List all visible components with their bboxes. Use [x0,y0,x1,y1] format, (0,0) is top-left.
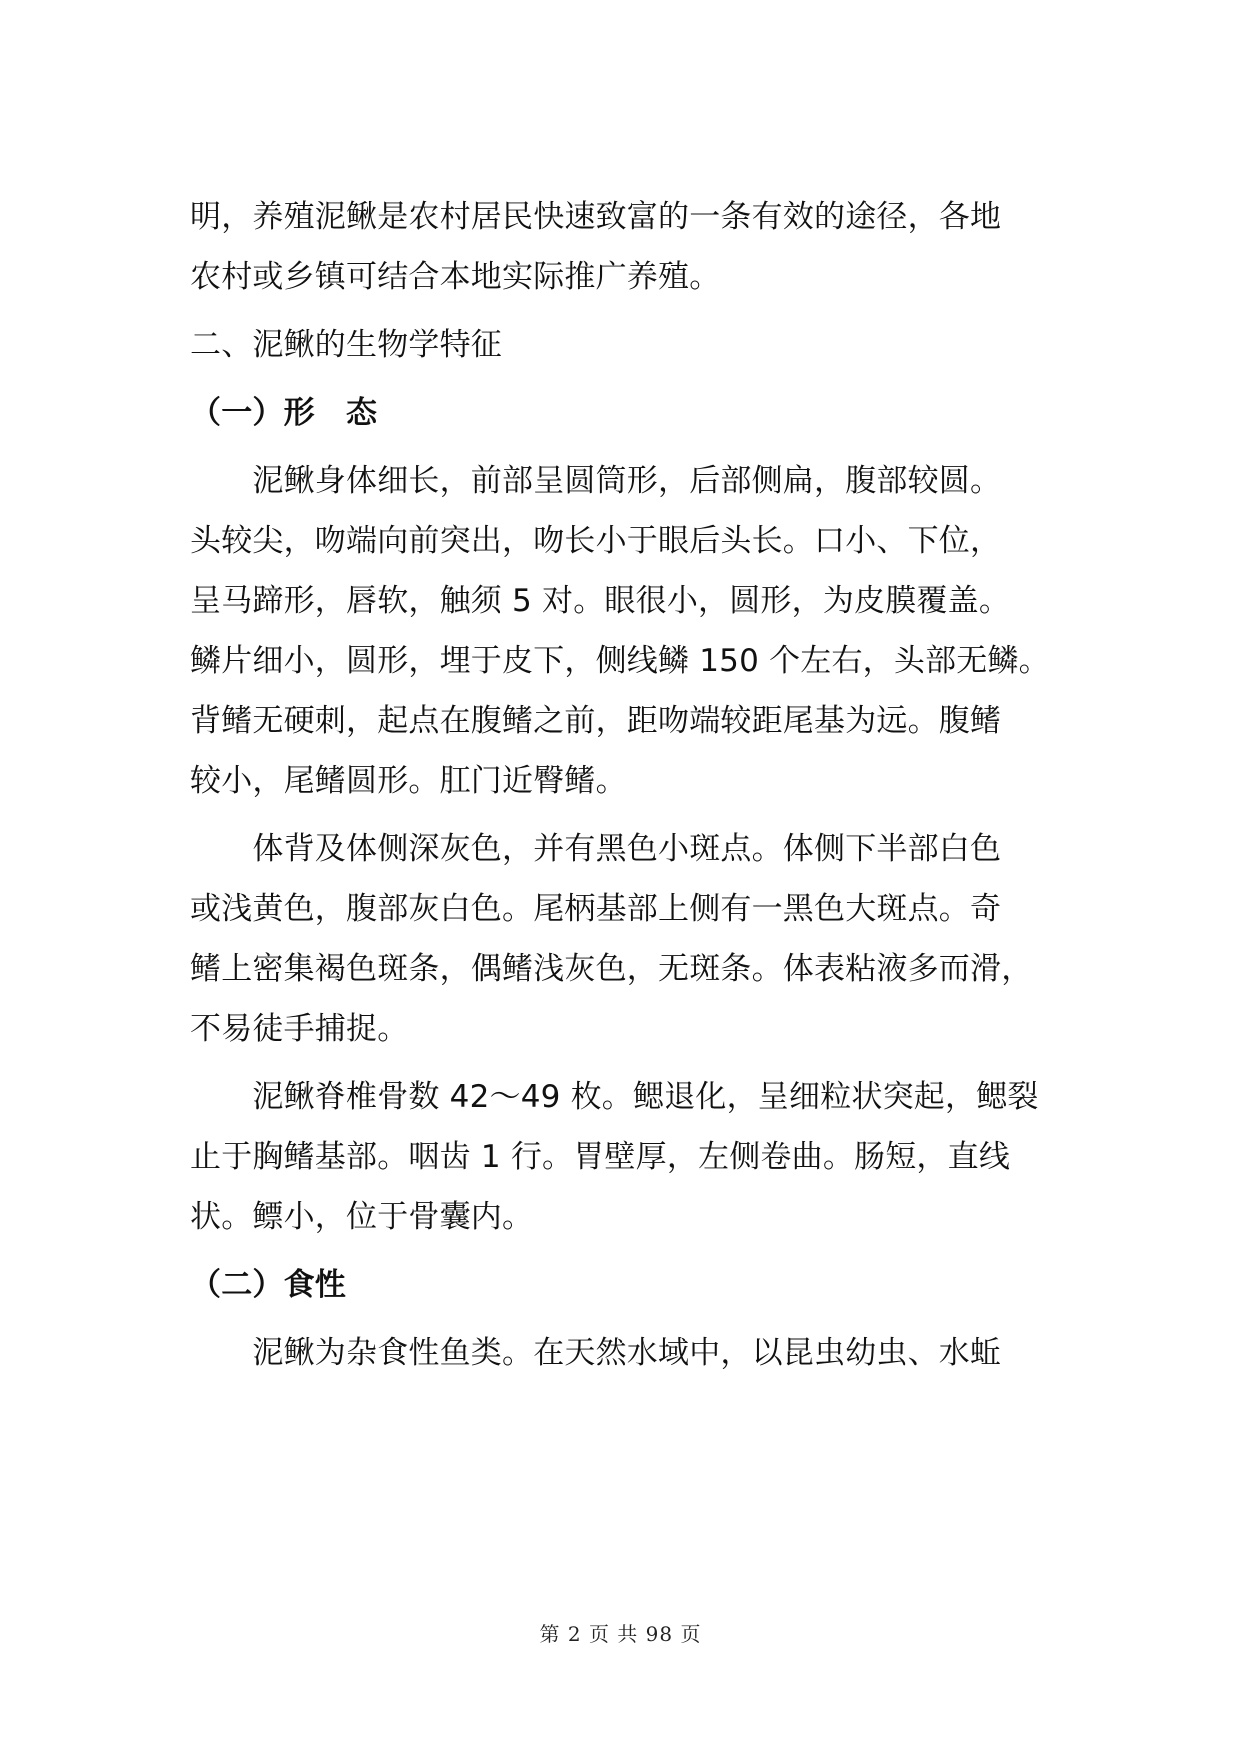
paragraph-line: 背鳍无硬刺，起点在腹鳍之前，距吻端较距尾基为远。腹鳍 [190,703,1002,739]
paragraph-line: 较小，尾鳍圆形。肛门近臀鳍。 [190,763,627,799]
subsection-heading: （一）形 态 [190,395,378,431]
page-footer: 第 2 页 共 98 页 [539,1622,702,1646]
paragraph-line: 不易徒手捕捉。 [190,1011,409,1047]
paragraph-line: 体背及体侧深灰色，并有黑色小斑点。体侧下半部白色 [190,831,1002,867]
paragraph-line: 头较尖，吻端向前突出，吻长小于眼后头长。口小、下位， [190,523,1002,559]
paragraph-line: 泥鳅为杂食性鱼类。在天然水域中，以昆虫幼虫、水蚯 [190,1335,1002,1371]
paragraph-line: 鳞片细小，圆形，埋于皮下，侧线鳞 150 个左右，头部无鳞。 [190,643,1050,679]
paragraph-line: 呈马蹄形，唇软，触须 5 对。眼很小，圆形，为皮膜覆盖。 [190,583,1011,619]
paragraph-line: 泥鳅脊椎骨数 42～49 枚。鳃退化，呈细粒状突起，鳃裂 [190,1079,1039,1115]
paragraph-line: 鳍上密集褐色斑条，偶鳍浅灰色，无斑条。体表粘液多而滑， [190,951,1033,987]
section-heading: 二、泥鳅的生物学特征 [190,327,502,363]
paragraph-line: 状。鳔小，位于骨囊内。 [190,1199,534,1235]
paragraph-line: 明，养殖泥鳅是农村居民快速致富的一条有效的途径，各地 [190,199,1002,235]
paragraph-line: 农村或乡镇可结合本地实际推广养殖。 [190,259,721,295]
paragraph-line: 泥鳅身体细长，前部呈圆筒形，后部侧扁，腹部较圆。 [190,463,1002,499]
paragraph-line: 止于胸鳍基部。咽齿 1 行。胃壁厚，左侧卷曲。肠短，直线 [190,1139,1011,1175]
subsection-heading: （二）食性 [190,1267,346,1303]
paragraph-line: 或浅黄色，腹部灰白色。尾柄基部上侧有一黑色大斑点。奇 [190,891,1002,927]
